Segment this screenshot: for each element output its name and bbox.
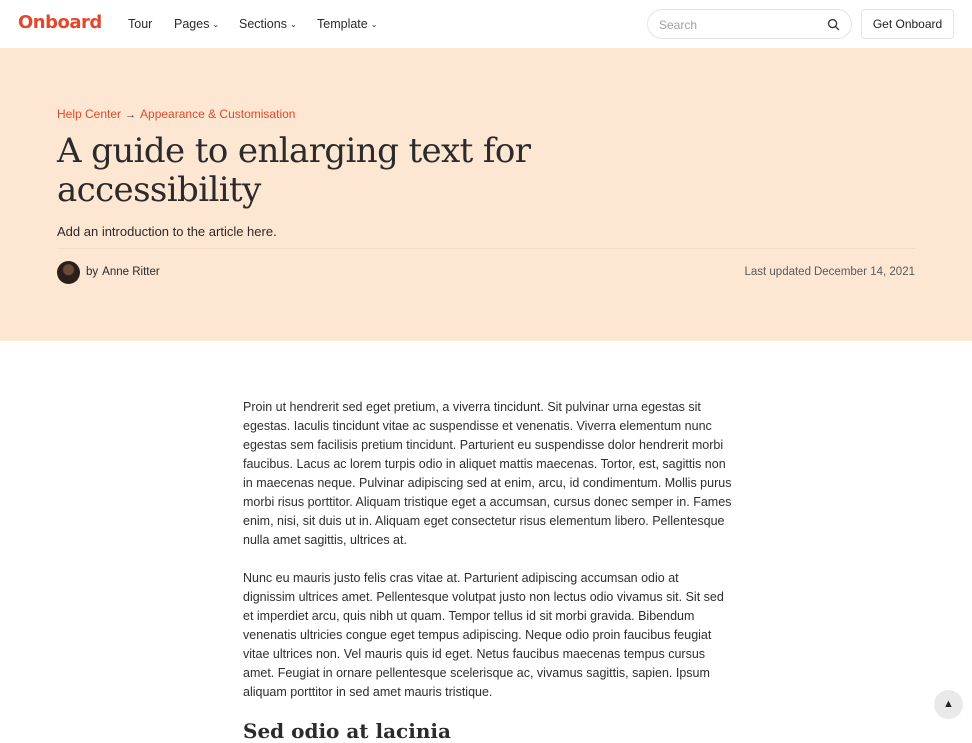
avatar [57, 261, 80, 284]
article-hero [0, 48, 972, 341]
chevron-down-icon: ⌄ [370, 20, 378, 29]
arrow-up-icon: ▲ [943, 698, 954, 710]
breadcrumb-help-center[interactable]: Help Center [57, 107, 122, 121]
nav-item-label: Template [317, 17, 368, 31]
scroll-to-top-button[interactable] [934, 690, 963, 719]
last-updated [744, 266, 915, 278]
divider [57, 248, 915, 249]
search-box [647, 9, 852, 39]
article-body [243, 398, 733, 721]
nav-item-label: Pages [174, 17, 210, 31]
top-navigation [0, 0, 972, 48]
chevron-down-icon: ⌄ [212, 20, 220, 29]
article-paragraph: Nunc eu mauris justo felis cras vitae at. Parturient adipiscing accumsan odio at dignissim ultrices amet. Pellentesque volutpat justo non lectus odio vivamus sit. Sit sed et imperdiet arcu, quis nibh ut quam. Tempor tellus id sit morbi gravida. Bibendum venenatis ultricies congue eget tempus adipiscing. Neque odio proin faucibus feugiat vitae ultrices non. Vel mauris quis id eget. Netus faucibus maecenas tempus cursus amet. Feugiat in ornare pellentesque scelerisque ac, vivamus sagittis, sapien. Ipsum aliquam porttitor in sed amet mauris tristique. [243, 571, 724, 699]
brand-logo[interactable]: Onboard [18, 12, 102, 33]
last-updated-label: Last updated [744, 266, 811, 278]
nav-item-template[interactable] [317, 17, 377, 31]
article-intro: Add an introduction to the article here. [57, 224, 277, 239]
nav-item-sections[interactable] [239, 17, 297, 31]
arrow-right-icon: → [125, 109, 137, 121]
breadcrumb-appearance[interactable]: Appearance & Customisation [140, 107, 296, 121]
nav-item-pages[interactable] [174, 17, 219, 31]
section-heading: Sed odio at lacinia [243, 719, 451, 743]
nav-item-label: Tour [128, 17, 153, 31]
search-icon[interactable] [827, 18, 840, 31]
page-title: A guide to enlarging text for accessibility [57, 131, 531, 210]
last-updated-date: December 14, 2021 [813, 266, 915, 278]
chevron-down-icon: ⌄ [289, 20, 297, 29]
search-input[interactable] [659, 16, 819, 33]
author-byline [86, 266, 160, 278]
get-onboard-button[interactable]: Get Onboard [861, 9, 954, 39]
nav-item-tour[interactable] [128, 17, 152, 31]
author-name[interactable]: Anne Ritter [102, 266, 160, 278]
nav-item-label: Sections [239, 17, 287, 31]
byline-prefix: by [86, 266, 99, 278]
breadcrumb [57, 107, 295, 121]
article-paragraph: Proin ut hendrerit sed eget pretium, a viverra tincidunt. Sit pulvinar urna egestas sit egestas. Iaculis tincidunt vitae ac suspendisse et venenatis. Viverra elementum nunc egestas sem facilisis pretium tincidunt. Parturient eu suspendisse dolor hendrerit morbi faucibus. Lacus ac lorem turpis odio in aliquet mattis maecenas. Tortor, est, sagittis non in maecenas neque. Pulvinar adipiscing sed at enim, arcu, id condimentum. Mollis purus morbi risus porttitor. Aliquam tristique eget a accumsan, cursus donec semper in. Fames enim, nisi, sit duis ut in. Aliquam eget consectetur risus elementum libero. Pellentesque nulla amet sagittis, ultrices at. [243, 400, 732, 547]
